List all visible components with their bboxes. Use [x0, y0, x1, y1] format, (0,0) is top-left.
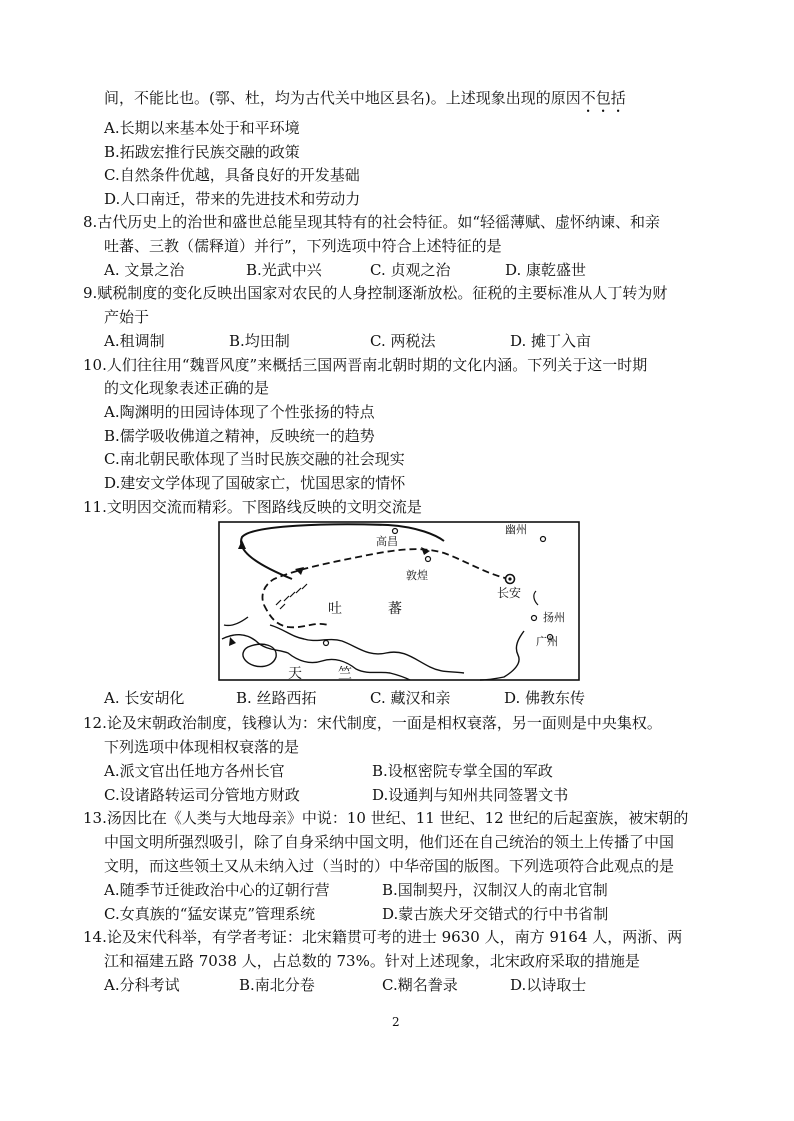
- label-youzhou: 幽州: [505, 523, 527, 536]
- page-number: 2: [392, 1015, 400, 1029]
- q9-option-c[interactable]: C. 两税法: [370, 332, 436, 350]
- q13-option-c[interactable]: C.女真族的“猛安谋克”管理系统: [104, 905, 316, 923]
- q7-stem-text: 间，不能比也。(鄠、杜，均为古代关中地区县名)。上述现象出现的原因: [104, 89, 581, 107]
- q12-options-row1: [104, 761, 724, 781]
- label-guangzhou: 广州: [536, 635, 558, 648]
- q10-option-a[interactable]: A.陶渊明的田园诗体现了个性张扬的特点: [104, 403, 375, 421]
- q11-option-d[interactable]: D. 佛教东传: [504, 689, 586, 707]
- q11-option-a[interactable]: A. 长安胡化: [104, 689, 185, 707]
- q10-stem-line1: 10.人们往往用“魏晋风度”来概括三国两晋南北朝时期的文化内涵。下列关于这一时期: [83, 356, 648, 374]
- dunhuang-marker: [426, 557, 431, 562]
- gaochang-marker: [393, 529, 398, 534]
- q9-option-d[interactable]: D. 摊丁入亩: [510, 332, 592, 350]
- q13-option-a[interactable]: A.随季节迁徙政治中心的辽朝行营: [104, 881, 330, 899]
- q12-options-row2: [104, 785, 724, 805]
- q14-options: [104, 975, 724, 995]
- q7-option-d[interactable]: D.人口南迁，带来的先进技术和劳动力: [104, 190, 361, 208]
- yangzhou-marker: [532, 616, 537, 621]
- q12-stem-line1: 12.论及宋朝政治制度，钱穆认为：宋代制度，一面是相权衰落，另一面则是中央集权。: [83, 714, 662, 732]
- q13-stem-line2: 中国文明所强烈吸引，除了自身采纳中国文明，他们还在自己统治的领土上传播了中国: [104, 833, 675, 851]
- label-tianzhu-2: 竺: [338, 666, 352, 681]
- label-tianzhu-1: 天: [288, 666, 302, 681]
- q8-stem-line2: 吐蕃、三教（儒释道）并行”，下列选项中符合上述特征的是: [104, 237, 502, 255]
- q8-option-c[interactable]: C. 贞观之治: [370, 261, 451, 279]
- q8-options: [104, 260, 724, 280]
- q8-stem-line1: 8.古代历史上的治世和盛世总能呈现其特有的社会特征。如“轻徭薄赋、虚怀纳谏、和亲: [83, 213, 660, 231]
- q13-stem-line3: 文明，而这些领土又从未纳入过（当时的）中华帝国的版图。下列选项符合此观点的是: [104, 857, 675, 875]
- q12-option-d[interactable]: D.设通判与知州共同签署文书: [372, 786, 569, 804]
- q7-option-a[interactable]: A.长期以来基本处于和平环境: [104, 119, 300, 137]
- q10-option-d[interactable]: D.建安文学体现了国破家亡，忧国思家的情怀: [104, 474, 406, 492]
- label-gaochang: 高昌: [376, 535, 398, 548]
- q10-option-c[interactable]: C.南北朝民歌体现了当时民族交融的社会现实: [104, 450, 405, 468]
- q8-option-a[interactable]: A. 文景之治: [104, 261, 185, 279]
- q10-stem-line2: 的文化现象表述正确的是: [104, 379, 270, 397]
- q14-stem-line2: 江和福建五路 7038 人，占总数的 73%。针对上述现象，北宋政府采取的措施是: [104, 952, 640, 970]
- label-yangzhou: 扬州: [543, 611, 565, 624]
- q9-stem-line2: 产始于: [104, 308, 150, 326]
- q8-option-d[interactable]: D. 康乾盛世: [505, 261, 587, 279]
- silk-road-map: [218, 521, 580, 681]
- q13-option-b[interactable]: B.国制契丹，汉制汉人的南北官制: [382, 881, 608, 899]
- q7-stem-tail: [104, 88, 626, 116]
- label-tubo-2: 蕃: [388, 601, 402, 617]
- q7-emphasis-text: 不包括: [580, 89, 626, 107]
- q12-option-c[interactable]: C.设诸路转运司分管地方财政: [104, 786, 300, 804]
- label-tubo-1: 吐: [328, 601, 342, 617]
- label-dunhuang: 敦煌: [406, 569, 428, 582]
- q14-option-b[interactable]: B.南北分卷: [239, 976, 315, 994]
- q12-option-b[interactable]: B.设枢密院专掌全国的军政: [372, 762, 553, 780]
- youzhou-marker: [541, 537, 546, 542]
- q12-option-a[interactable]: A.派文官出任地方各州长官: [104, 762, 285, 780]
- q13-stem-line1: 13.汤因比在《人类与大地母亲》中说：10 世纪、11 世纪、12 世纪的后起蛮族，被宋朝的: [83, 809, 689, 827]
- q7-option-b[interactable]: B.拓跋宏推行民族交融的政策: [104, 143, 300, 161]
- q14-option-a[interactable]: A.分科考试: [104, 976, 180, 994]
- q10-option-b[interactable]: B.儒学吸收佛道之精神，反映统一的趋势: [104, 427, 375, 445]
- q11-stem-line1: 11.文明因交流而精彩。下图路线反映的文明交流是: [83, 498, 422, 516]
- q9-stem-line1: 9.赋税制度的变化反映出国家对农民的人身控制逐渐放松。征税的主要标准从人丁转为财: [83, 284, 668, 302]
- q12-stem-line2: 下列选项中体现相权衰落的是: [104, 738, 300, 756]
- q9-option-a[interactable]: A.租调制: [104, 332, 165, 350]
- q14-option-d[interactable]: D.以诗取士: [510, 976, 587, 994]
- q11-option-c[interactable]: C. 藏汉和亲: [370, 689, 451, 707]
- q14-stem-line1: 14.论及宋代科举，有学者考证：北宋籍贯可考的进士 9630 人，南方 9164 人，两浙、两: [83, 928, 683, 946]
- q8-option-b[interactable]: B.光武中兴: [246, 261, 322, 279]
- q9-options: [104, 331, 724, 351]
- q11-option-b[interactable]: B. 丝路西拓: [236, 689, 317, 707]
- q13-options-row2: [104, 904, 724, 924]
- q7-option-c[interactable]: C.自然条件优越，具备良好的开发基础: [104, 166, 360, 184]
- q13-option-d[interactable]: D.蒙古族犬牙交错式的行中书省制: [382, 905, 609, 923]
- q14-option-c[interactable]: C.糊名誊录: [382, 976, 458, 994]
- q13-options-row1: [104, 880, 724, 900]
- q9-option-b[interactable]: B.均田制: [229, 332, 290, 350]
- q11-options: [104, 688, 724, 708]
- label-changan: 长安: [497, 586, 522, 600]
